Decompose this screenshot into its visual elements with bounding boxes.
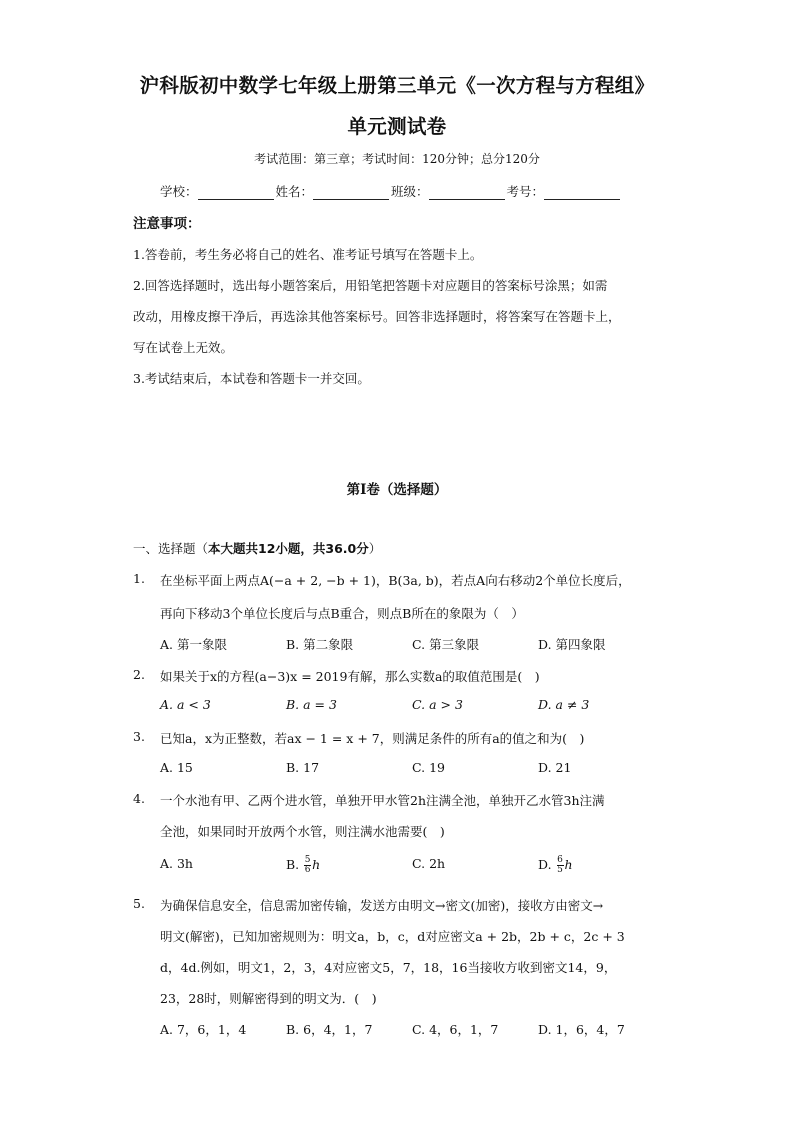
- exam-info: 考试范围：第三章；考试时间：120分钟；总分120分: [254, 152, 540, 166]
- question-line: 再向下移动3个单位长度后与点B重合，则点B所在的象限为（ ）: [160, 606, 524, 621]
- question-line: 全池，如果同时开放两个水管，则注满水池需要( ): [160, 824, 445, 839]
- question-number: 3.: [133, 729, 145, 744]
- section-title: 第I卷（选择题）: [346, 482, 448, 498]
- fraction-denominator: 5: [557, 865, 563, 875]
- question-5-options: [160, 1020, 680, 1038]
- name-label: 姓名：: [275, 184, 314, 199]
- school-label: 学校：: [160, 184, 198, 199]
- option-b[interactable]: [286, 856, 412, 875]
- question-number: 4.: [133, 791, 145, 806]
- question-2-options: [160, 697, 680, 712]
- question-line: 如果关于x的方程(a−3)x = 2019有解，那么实数a的取值范围是( ): [160, 669, 540, 684]
- option-b-letter: B.: [286, 857, 300, 872]
- note-item: 1.答卷前，考生务必将自己的姓名、准考证号填写在答题卡上。: [133, 247, 483, 262]
- exam-number-label: 考号：: [506, 184, 545, 199]
- option-b[interactable]: B. 6，4，1，7: [286, 1022, 373, 1037]
- question-number: 5.: [133, 896, 145, 911]
- question-line: 在坐标平面上两点A(−a + 2, −b + 1)，B(3a, b)，若点A向右移动2个单位长度后，: [160, 573, 631, 588]
- option-d[interactable]: D. 21: [538, 760, 572, 775]
- class-blank[interactable]: [429, 185, 505, 200]
- option-b[interactable]: B. a = 3: [286, 697, 337, 712]
- note-item: 写在试卷上无效。: [133, 340, 234, 355]
- option-c[interactable]: C. 4，6，1，7: [412, 1022, 499, 1037]
- option-d[interactable]: D. a ≠ 3: [538, 697, 590, 712]
- fraction-unit: h: [564, 857, 573, 872]
- option-c[interactable]: C. a > 3: [412, 697, 463, 712]
- note-item: 3.考试结束后，本试卷和答题卡一并交回。: [133, 371, 370, 386]
- question-line: d，4d.例如，明文1，2，3，4对应密文5，7，18，16当接收方收到密文14，9，: [160, 960, 617, 975]
- class-label: 班级：: [391, 184, 429, 199]
- part-heading-bold: 本大题共12小题，共36.0分: [208, 541, 369, 556]
- fraction-unit: h: [312, 857, 321, 872]
- question-number: 1.: [133, 571, 145, 586]
- option-c[interactable]: C. 第三象限: [412, 637, 480, 652]
- option-d[interactable]: D. 第四象限: [538, 637, 606, 652]
- part-heading-prefix: 一、选择题（: [133, 541, 209, 556]
- school-blank[interactable]: [198, 185, 274, 200]
- question-line: 一个水池有甲、乙两个进水管，单独开甲水管2h注满全池，单独开乙水管3h注满: [160, 793, 605, 808]
- option-a[interactable]: A. 7，6，1，4: [160, 1022, 247, 1037]
- fraction: [557, 856, 564, 875]
- option-c[interactable]: C. 2h: [412, 856, 446, 871]
- note-item: 2.回答选择题时，选出每小题答案后，用铅笔把答题卡对应题目的答案标号涂黑；如需: [133, 278, 608, 293]
- option-a[interactable]: A. 15: [160, 760, 193, 775]
- note-item: 改动，用橡皮擦干净后，再选涂其他答案标号。回答非选择题时，将答案写在答题卡上，: [133, 309, 621, 324]
- name-blank[interactable]: [313, 185, 389, 200]
- option-d[interactable]: [538, 856, 664, 875]
- exam-title-line2: 单元测试卷: [347, 115, 447, 138]
- option-d[interactable]: D. 1，6，4，7: [538, 1022, 625, 1037]
- exam-number-blank[interactable]: [544, 185, 620, 200]
- student-fields: [160, 182, 622, 200]
- fraction: [304, 856, 311, 875]
- option-a[interactable]: A. 3h: [160, 856, 193, 871]
- part-heading: [133, 539, 381, 557]
- fraction-numerator: 5: [304, 855, 311, 865]
- option-c[interactable]: C. 19: [412, 760, 445, 775]
- option-b[interactable]: B. 第二象限: [286, 637, 354, 652]
- question-1-options: [160, 635, 680, 653]
- question-3-options: [160, 760, 680, 775]
- option-a[interactable]: A. 第一象限: [160, 637, 227, 652]
- fraction-denominator: 6: [304, 865, 311, 875]
- option-b[interactable]: B. 17: [286, 760, 320, 775]
- notes-heading: 注意事项：: [133, 216, 201, 232]
- option-a[interactable]: A. a < 3: [160, 697, 211, 712]
- question-line: 为确保信息安全，信息需加密传输，发送方由明文→密文(加密)，接收方由密文→: [160, 898, 604, 913]
- question-line: 明文(解密)，已知加密规则为：明文a，b，c，d对应密文a + 2b，2b + c，2c + 3: [160, 929, 625, 944]
- question-line: 23，28时，则解密得到的明文为．( ): [160, 991, 377, 1006]
- part-heading-suffix: ）: [368, 541, 382, 556]
- question-4-options: [160, 856, 680, 875]
- question-line: 已知a，x为正整数，若ax − 1 = x + 7，则满足条件的所有a的值之和为( ): [160, 731, 585, 746]
- option-d-letter: D.: [538, 857, 552, 872]
- fraction-numerator: 6: [557, 855, 563, 865]
- question-number: 2.: [133, 667, 145, 682]
- exam-title-line1: 沪科版初中数学七年级上册第三单元《一次方程与方程组》: [139, 74, 655, 97]
